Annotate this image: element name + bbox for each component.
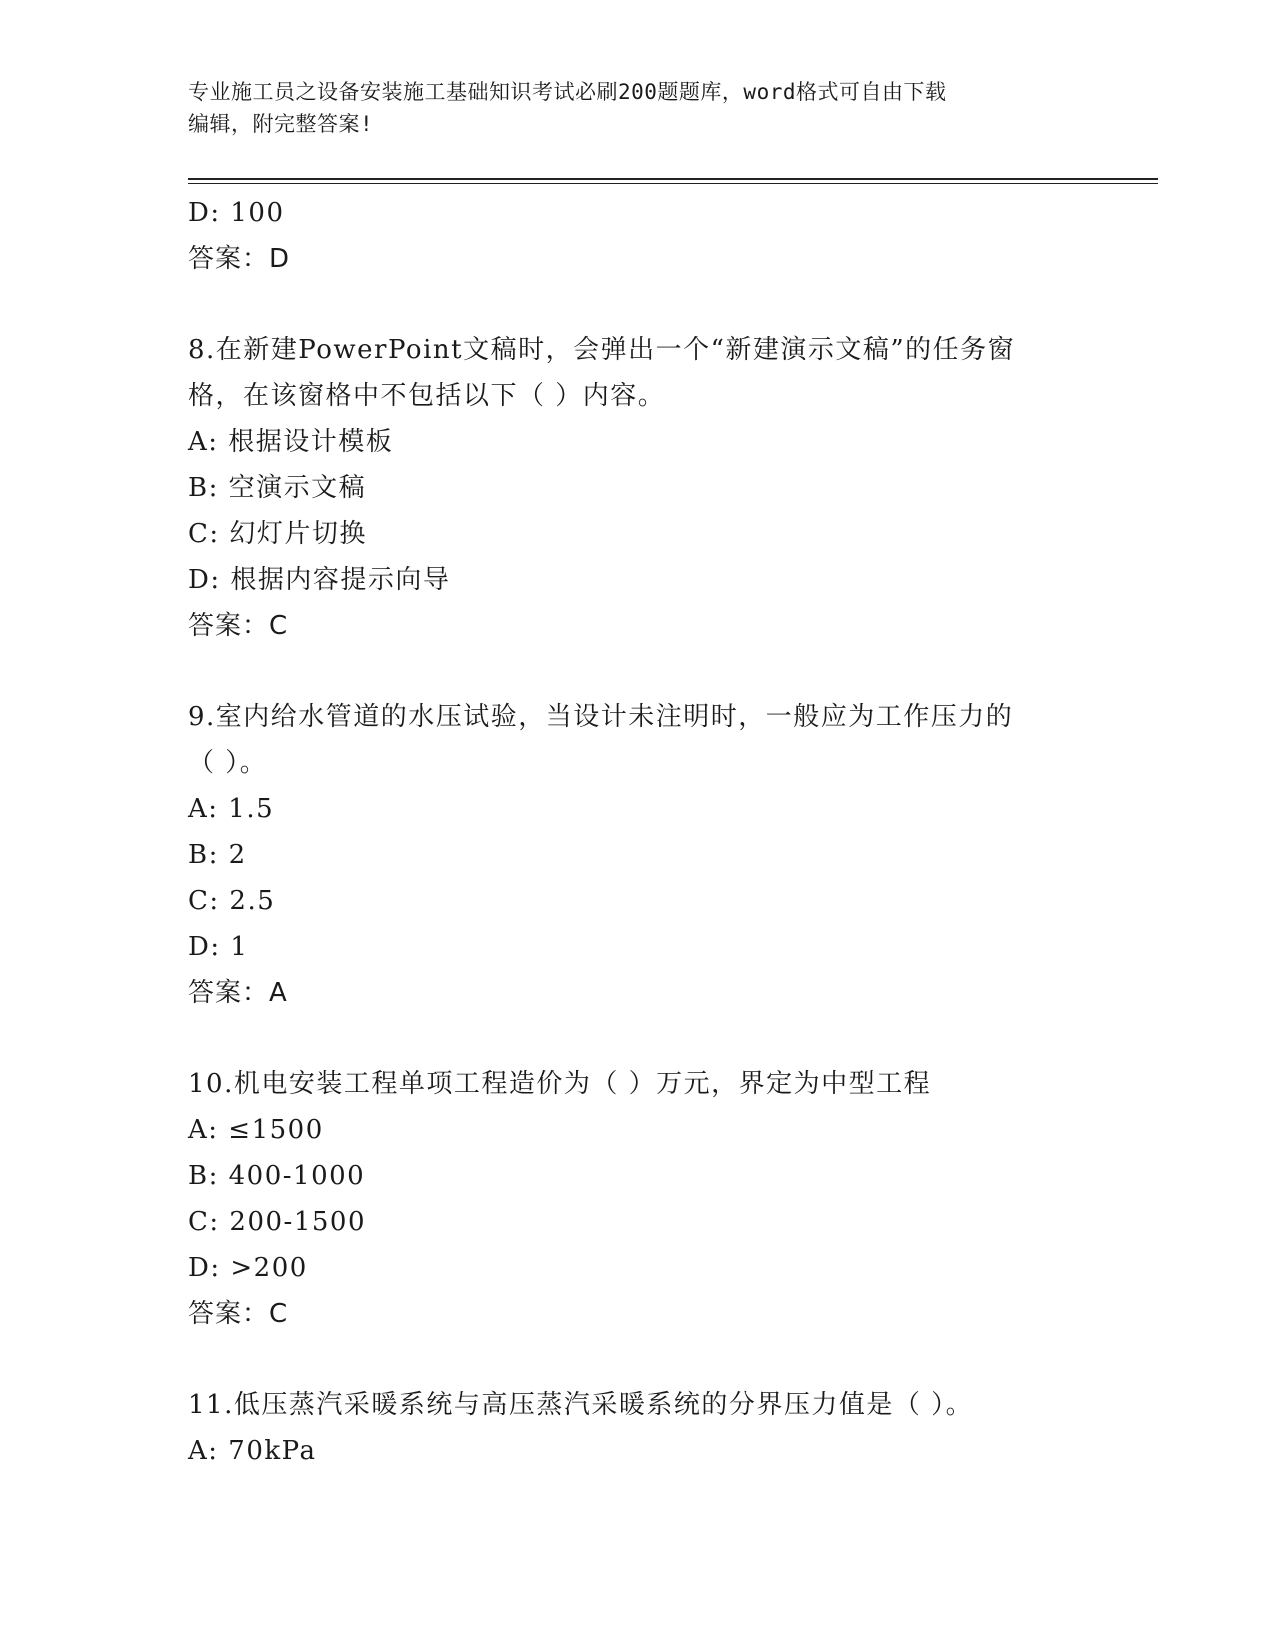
option-d: D: 100 (188, 198, 285, 228)
header-title-line-1: 专业施工员之设备安装施工基础知识考试必刷200题题库，word格式可自由下载 (188, 80, 947, 104)
option-c: C: 2.5 (188, 886, 276, 916)
option-a: A: 70kPa (188, 1436, 317, 1466)
answer-line: 答案：A (188, 978, 288, 1008)
option-c: C: 200-1500 (188, 1207, 366, 1237)
page-header (188, 76, 1068, 140)
header-divider (188, 178, 1158, 184)
question-9 (188, 694, 1158, 1016)
question-stem: 10.机电安装工程单项工程造价为（ ）万元，界定为中型工程 (188, 1069, 932, 1099)
answer-line: 答案：C (188, 1299, 289, 1329)
answer-line: 答案：D (188, 244, 291, 274)
option-d: D: 根据内容提示向导 (188, 565, 451, 595)
answer-line: 答案：C (188, 611, 289, 641)
option-a: A: 根据设计模板 (188, 427, 394, 457)
option-a: A: ≤1500 (188, 1115, 324, 1145)
question-stem: 11.低压蒸汽采暖系统与高压蒸汽采暖系统的分界压力值是（ ）。 (188, 1390, 974, 1420)
question-stem-continued: （ ）。 (188, 748, 268, 778)
option-d: D: >200 (188, 1253, 308, 1283)
question-8 (188, 327, 1158, 649)
option-d: D: 1 (188, 932, 249, 962)
option-c: C: 幻灯片切换 (188, 519, 367, 549)
header-title-line-2: 编辑，附完整答案! (188, 112, 374, 136)
option-b: B: 空演示文稿 (188, 473, 367, 503)
document-body (188, 190, 1158, 1474)
question-stem-continued: 格，在该窗格中不包括以下（ ）内容。 (188, 381, 666, 411)
option-b: B: 2 (188, 840, 247, 870)
question-stem: 8.在新建PowerPoint文稿时，会弹出一个“新建演示文稿”的任务窗 (188, 335, 1016, 365)
question-11 (188, 1382, 1158, 1474)
option-b: B: 400-1000 (188, 1161, 366, 1191)
option-a: A: 1.5 (188, 794, 275, 824)
question-stem: 9.室内给水管道的水压试验，当设计未注明时，一般应为工作压力的 (188, 702, 1014, 732)
question-10 (188, 1061, 1158, 1337)
